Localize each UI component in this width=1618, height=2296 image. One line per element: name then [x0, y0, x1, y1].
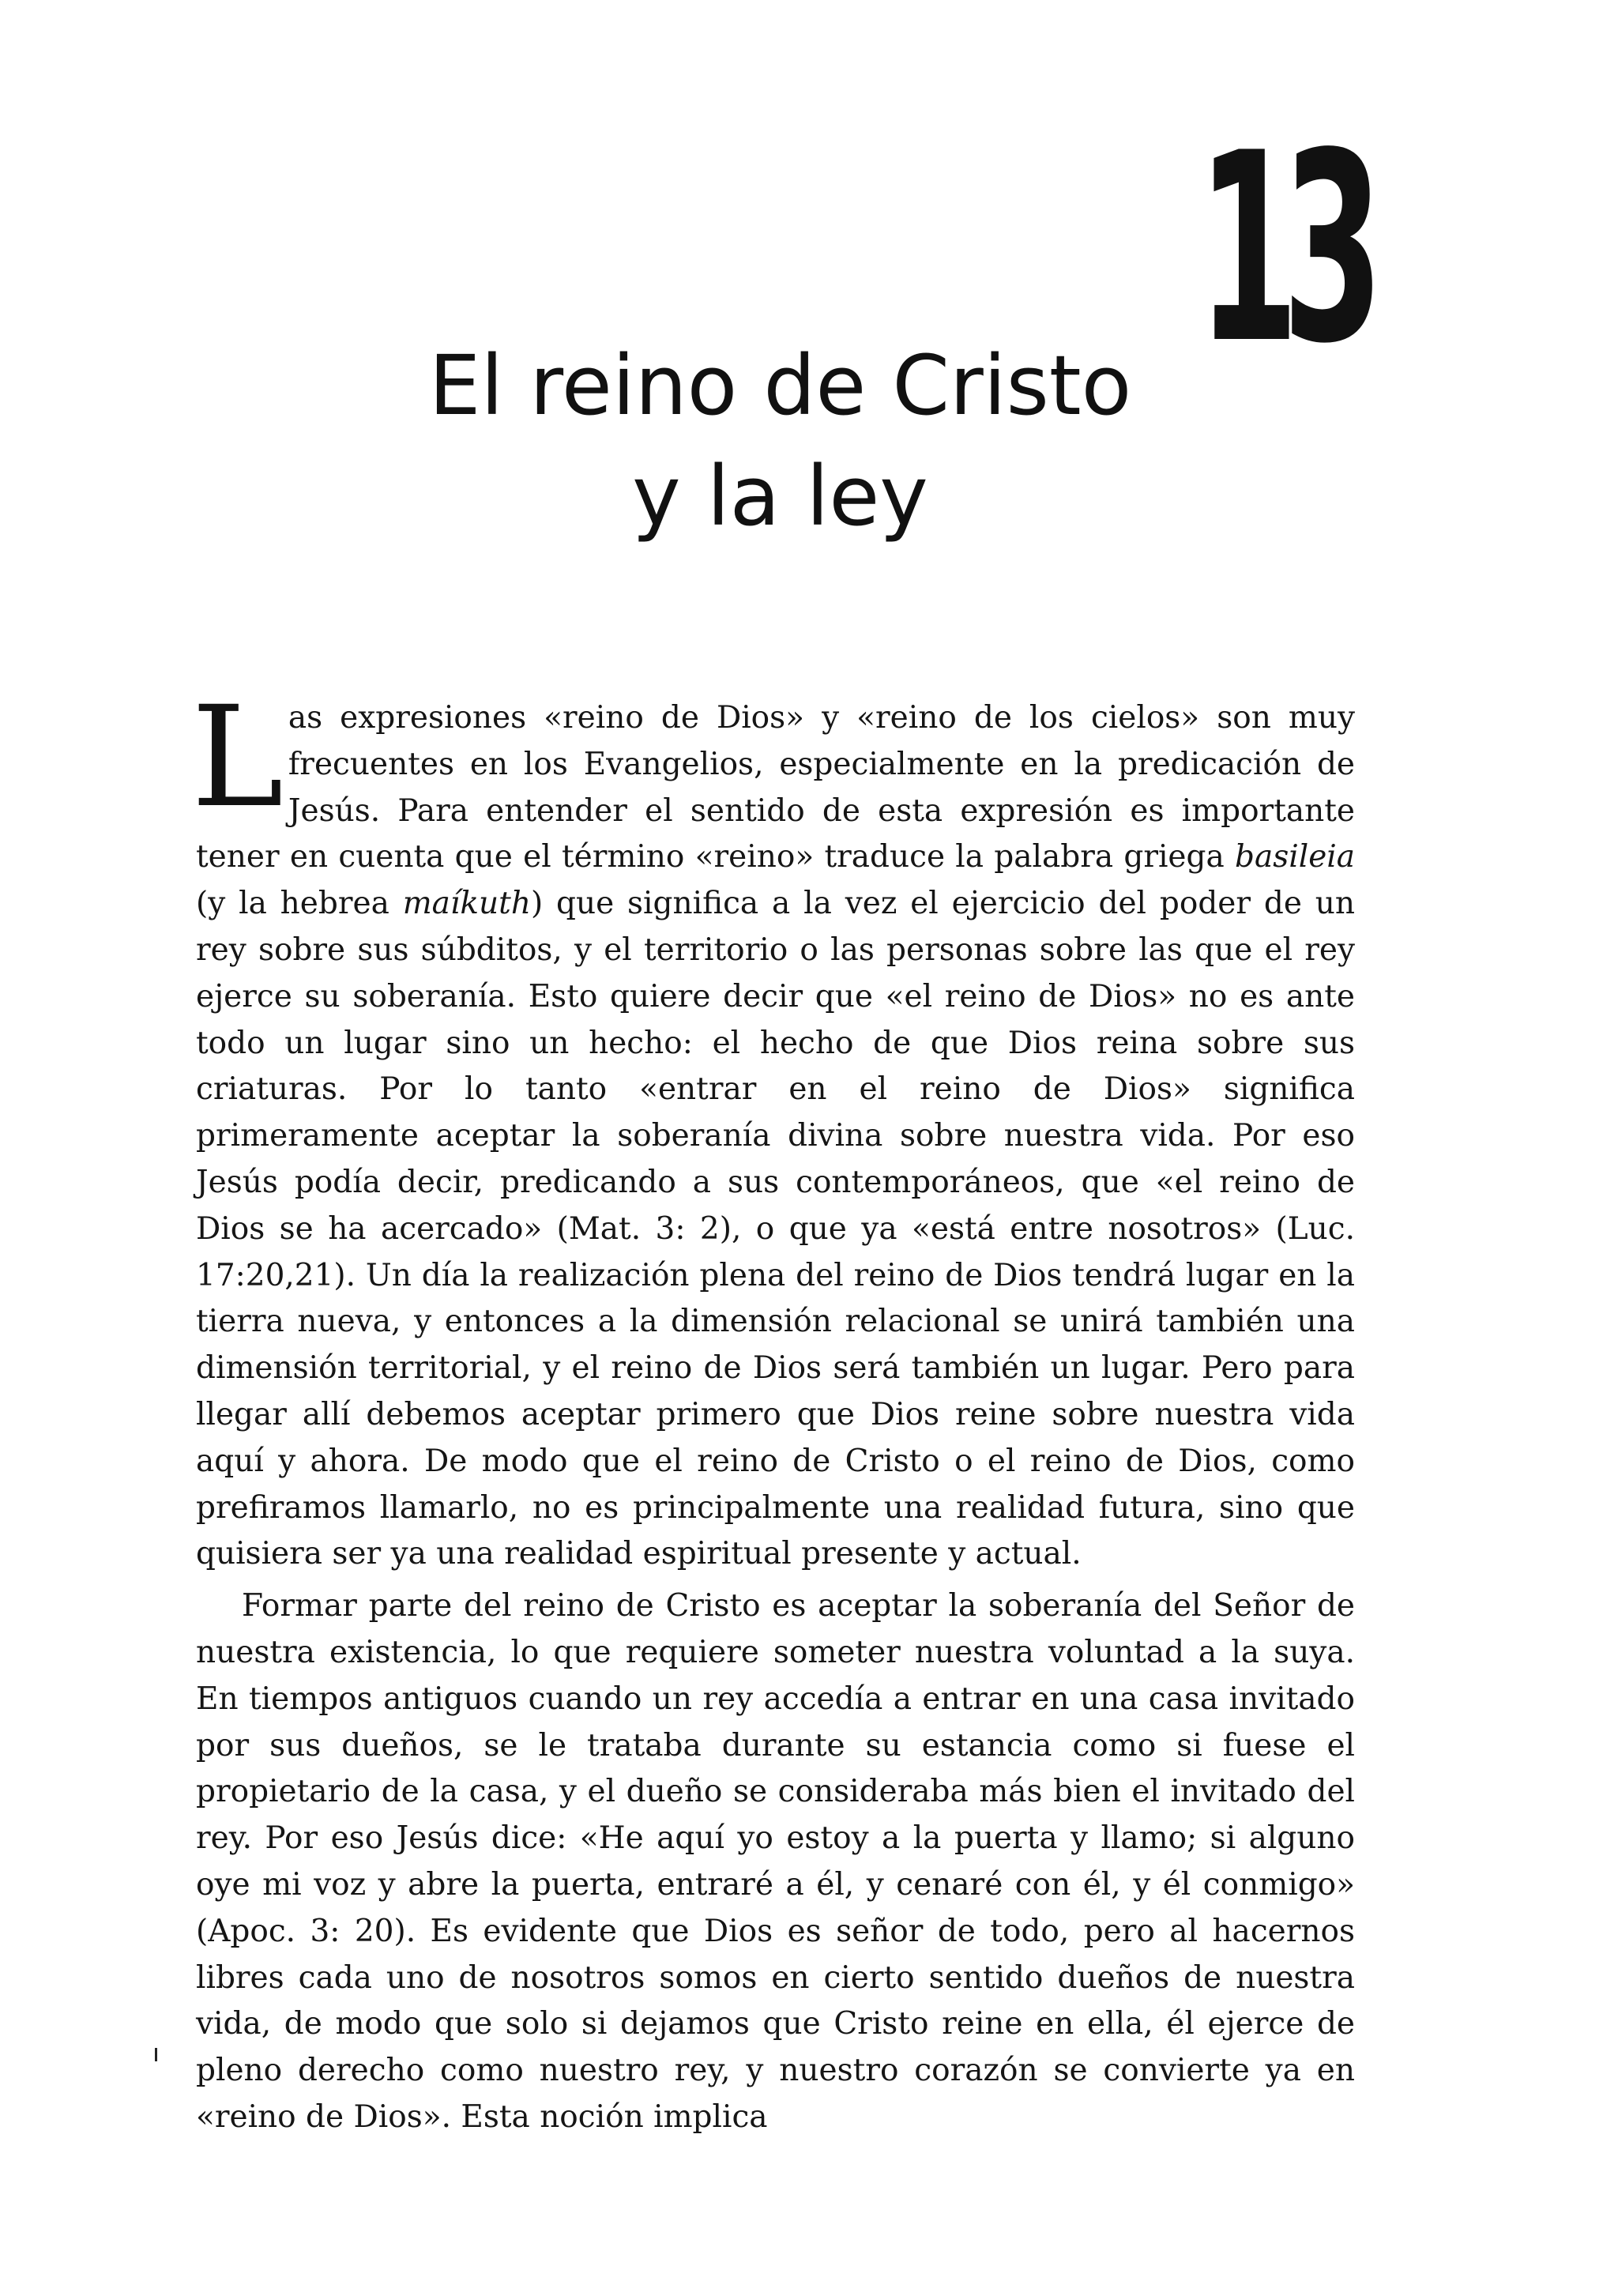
paragraph-1-text-b: (y la hebrea: [196, 886, 403, 922]
margin-mark: [155, 2048, 157, 2061]
chapter-title-line-2: y la ley: [632, 448, 928, 544]
paragraph-1: [191, 676, 1355, 1578]
drop-cap: L: [191, 676, 284, 838]
paragraph-1-text-c: ) que significa a la vez el ejercicio del poder de un rey sobre sus súbditos, y el territorio o las personas sobre las que el rey ejerce su soberanía. Esto quiere decir que «el reino de Dios» no es ante todo un lugar sino un hecho: el hecho de que Dios reina sobre sus criaturas. Por lo tanto «entrar en el reino de Dios» significa primeramente aceptar la soberanía divina sobre nuestra vida. Por eso Jesús podía decir, predicando a sus contemporáneos, que «el reino de Dios se ha acercado» (Mat. 3: 2), o que ya «está entre nosotros» (Luc. 17:20,21). Un día la realización plena del reino de Dios tendrá lugar en la tierra nueva, y entonces a la dimensión relacional se unirá también una dimensión territorial, y el reino de Dios será también un lugar. Pero para llegar allí debemos aceptar primero que Dios reine sobre nuestra vida aquí y ahora. De modo que el reino de Cristo o el reino de Dios, como prefiramos llamarlo, no es principalmente una realidad futura, sino que quisiera ser ya una realidad espiritual presente y actual.: [196, 886, 1355, 1572]
paragraph-2: Formar parte del reino de Cristo es aceptar la soberanía del Señor de nuestra existencia, lo que requiere someter nuestra voluntad a la suya. En tiempos antiguos cuando un rey accedía a entrar en una casa invitado por sus dueños, se le trataba durante su estancia como si fuese el propietario de la casa, y el dueño se consideraba más bien el invitado del rey. Por eso Jesús dice: «He aquí yo estoy a la puerta y llamo; si alguno oye mi voz y abre la puerta, entraré a él, y cenaré con él, y él conmigo» (Apoc. 3: 20). Es evidente que Dios es señor de todo, pero al hacernos libres cada uno de nosotros somos en cierto sentido dueños de nuestra vida, de modo que solo si dejamos que Cristo reine en ella, él ejerce de pleno derecho como nuestro rey, y nuestro corazón se convierte ya en «reino de Dios». Esta noción implica: [196, 1588, 1355, 2135]
chapter-title-line-1: El reino de Cristo: [428, 337, 1132, 434]
chapter-title: [0, 330, 1560, 551]
chapter-number: 13: [1197, 97, 1367, 401]
term-basileia: basileia: [1235, 839, 1355, 875]
chapter-body: [191, 676, 1355, 2141]
term-maikuth: maíkuth: [402, 886, 531, 922]
paragraph-1-text-a: as expresiones «reino de Dios» y «reino de los cielos» son muy frecuentes en los Evangelios, especialmente en la predicación de Jesús. Para entender el sentido de esta expresión es importante tener en cuenta que el término «reino» traduce la palabra griega: [196, 700, 1355, 875]
